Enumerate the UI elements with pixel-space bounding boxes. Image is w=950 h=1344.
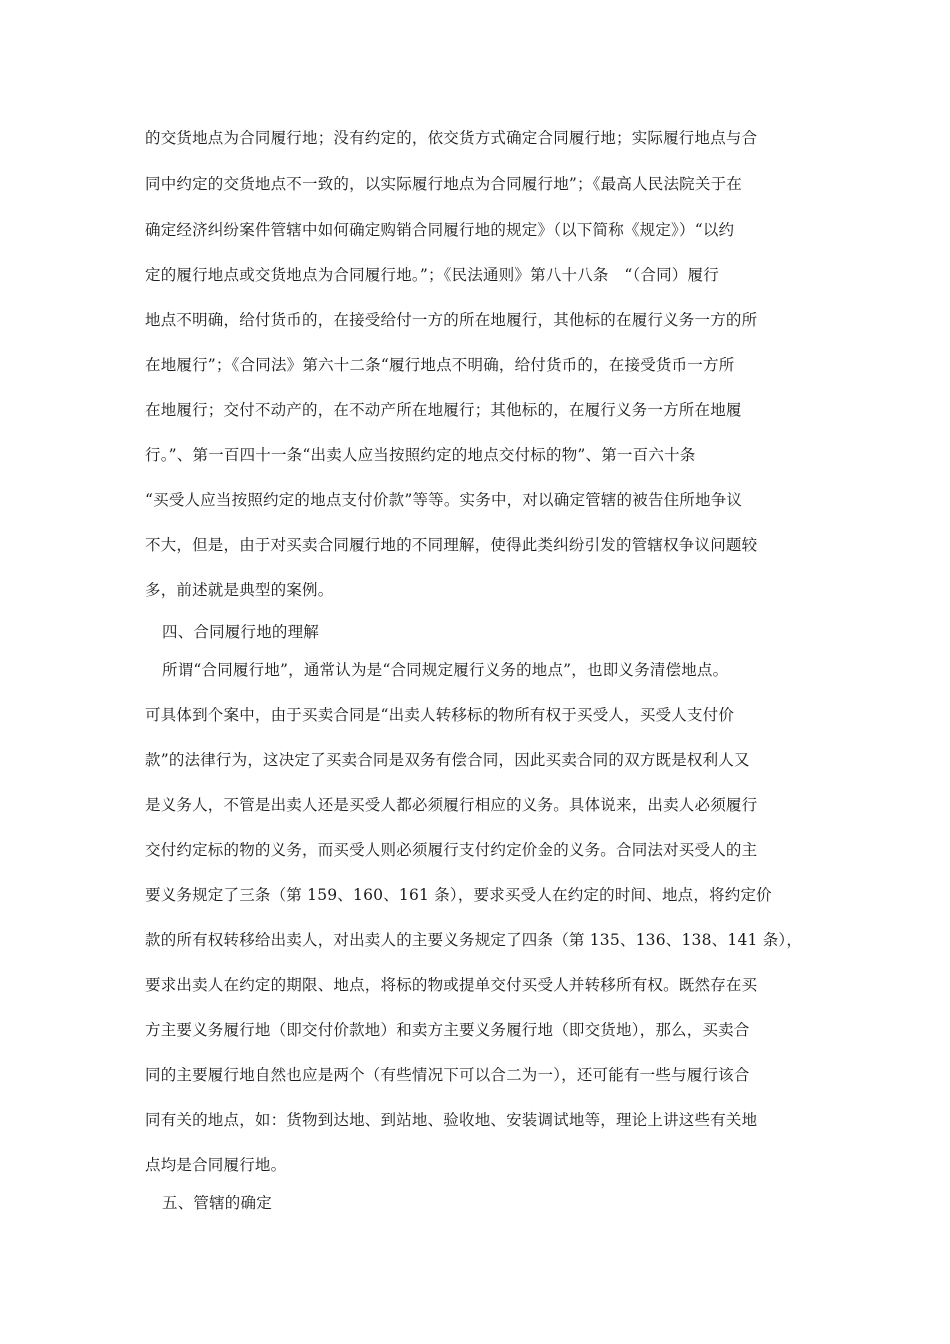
paragraph-line: 点均是合同履行地。 — [145, 1156, 287, 1174]
paragraph-line: 同有关的地点，如：货物到达地、到站地、验收地、安装调试地等，理论上讲这些有关地 — [145, 1111, 758, 1129]
paragraph-line: 所谓“合同履行地”，通常认为是“合同规定履行义务的地点”，也即义务清偿地点。 — [162, 661, 729, 679]
paragraph-line: 在地履行；交付不动产的，在不动产所在地履行；其他标的，在履行义务一方所在地履 — [145, 401, 742, 419]
section-heading-4: 四、合同履行地的理解 — [162, 623, 320, 641]
paragraph-line: 定的履行地点或交货地点为合同履行地。”；《民法通则》第八十八条 “（合同）履行 — [145, 266, 719, 284]
paragraph-line: 交付约定标的物的义务，而买受人则必须履行支付约定价金的义务。合同法对买受人的主 — [145, 841, 758, 859]
paragraph-line: 多，前述就是典型的案例。 — [145, 581, 334, 599]
paragraph-line: 行。”、第一百四十一条“出卖人应当按照约定的地点交付标的物”、第一百六十条 — [145, 446, 696, 464]
paragraph-line: 的交货地点为合同履行地；没有约定的，依交货方式确定合同履行地；实际履行地点与合 — [145, 129, 758, 147]
paragraph-line: 可具体到个案中，由于买卖合同是“出卖人转移标的物所有权于买受人，买受人支付价 — [145, 706, 735, 724]
paragraph-line: 同的主要履行地自然也应是两个（有些情况下可以合二为一），还可能有一些与履行该合 — [145, 1066, 750, 1084]
paragraph-line: 是义务人，不管是出卖人还是买受人都必须履行相应的义务。具体说来，出卖人必须履行 — [145, 796, 758, 814]
paragraph-line: 要求出卖人在约定的期限、地点，将标的物或提单交付买受人并转移所有权。既然存在买 — [145, 976, 758, 994]
paragraph-line: 在地履行”；《合同法》第六十二条“履行地点不明确，给付货币的，在接受货币一方所 — [145, 356, 735, 374]
paragraph-line: 款”的法律行为，这决定了买卖合同是双务有偿合同，因此买卖合同的双方既是权利人又 — [145, 751, 750, 769]
paragraph-line: 地点不明确，给付货币的，在接受给付一方的所在地履行，其他标的在履行义务一方的所 — [145, 311, 758, 329]
paragraph-line: 方主要义务履行地（即交付价款地）和卖方主要义务履行地（即交货地），那么，买卖合 — [145, 1021, 750, 1039]
paragraph-line: 款的所有权转移给出卖人，对出卖人的主要义务规定了四条（第 135、136、138、141 条）， — [145, 931, 803, 949]
paragraph-line: 同中约定的交货地点不一致的，以实际履行地点为合同履行地”；《最高人民法院关于在 — [145, 175, 742, 193]
paragraph-line: “买受人应当按照约定的地点支付价款”等等。实务中，对以确定管辖的被告住所地争议 — [145, 491, 743, 509]
paragraph-line: 不大，但是，由于对买卖合同履行地的不同理解，使得此类纠纷引发的管辖权争议问题较 — [145, 536, 758, 554]
section-heading-5: 五、管辖的确定 — [162, 1194, 272, 1212]
paragraph-line: 要义务规定了三条（第 159、160、161 条），要求买受人在约定的时间、地点，将约定价 — [145, 886, 772, 904]
paragraph-line: 确定经济纠纷案件管辖中如何确定购销合同履行地的规定》（以下简称《规定》）“以约 — [145, 221, 735, 239]
